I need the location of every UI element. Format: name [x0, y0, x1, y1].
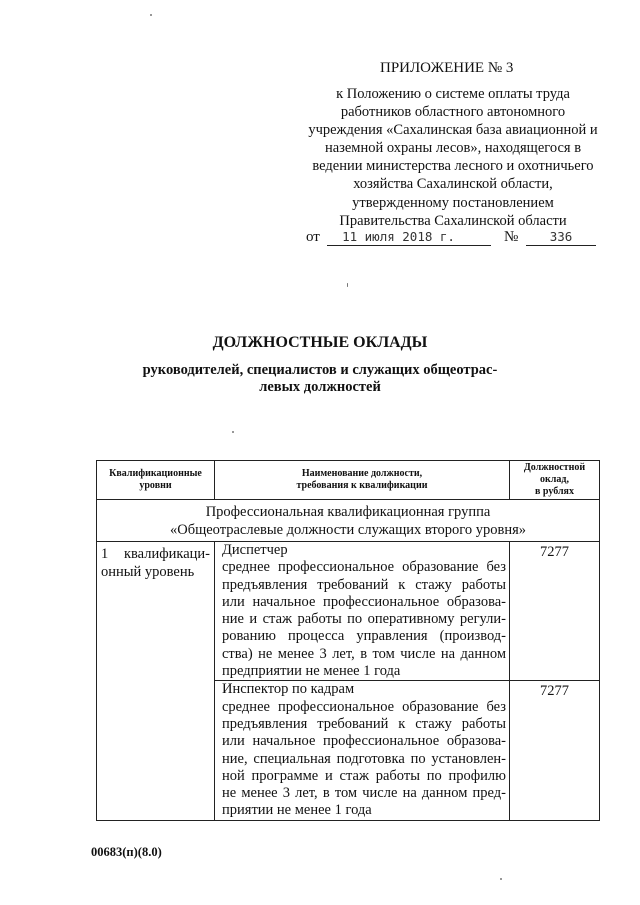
- header-position: Наименование должности, требования к квалификации: [215, 461, 510, 500]
- scan-speck: [150, 14, 152, 16]
- scan-speck: [500, 878, 502, 880]
- appendix-line: учреждения «Сахалинская база авиационной и: [308, 122, 598, 139]
- position-cell-dispatcher: Диспетчер среднее профессиональное образование без предъявления требований к стажу работы или начальное профессиональное образова- ние и стаж работы по оперативному регули- рованию процесса управления (производ- ства) не менее 3 лет, в том числе на данном предприятии не менее 1 года: [215, 542, 510, 681]
- date-label: от: [306, 229, 320, 245]
- position-cell-hr-inspector: Инспектор по кадрам среднее профессиональное образование без предъявления требований к стажу работы или начальное профессиональное образова- ние, специальная подготовка по установлен- ной программе и стаж работы по профилю не менее 3 лет, в том числе на данном пред- приятии не менее 1 года: [215, 681, 510, 820]
- scan-speck: [347, 283, 348, 287]
- date-number-line: [294, 229, 616, 249]
- document-subtitle: [120, 362, 520, 396]
- document-title: ДОЛЖНОСТНЫЕ ОКЛАДЫ: [212, 334, 428, 351]
- position-title: Диспетчер: [222, 542, 288, 558]
- appendix-line: работников областного автономного: [340, 104, 566, 121]
- position-title: Инспектор по кадрам: [222, 681, 355, 698]
- qualification-level: 1 квалификаци-онный уровень: [97, 542, 215, 821]
- scan-speck: [232, 431, 234, 433]
- qualification-group: Профессиональная квалификационная группа «Общеотраслевые должности служащих второго уровня»: [97, 500, 600, 542]
- number-value: 336: [526, 229, 596, 246]
- footer-code: 00683(п)(8.0): [91, 845, 162, 859]
- appendix-line: ведении министерства лесного и охотничьего: [312, 158, 594, 175]
- group-row: [97, 500, 600, 542]
- subtitle-line: руководителей, специалистов и служащих общеотрас-: [142, 362, 498, 378]
- header-level: Квалификационные уровни: [97, 461, 215, 500]
- appendix-line: Правительства Сахалинской области: [339, 212, 567, 229]
- appendix-line: хозяйства Сахалинской области,: [353, 176, 553, 193]
- table-header-row: [97, 461, 600, 500]
- subtitle-line: левых должностей: [259, 379, 381, 395]
- appendix-line: утвержденному постановлением: [352, 194, 554, 211]
- date-value: 11 июля 2018 г.: [327, 229, 491, 246]
- salary-table: [96, 460, 600, 821]
- salary-value: 7277: [510, 681, 600, 820]
- appendix-text: [292, 85, 614, 230]
- number-label: №: [504, 229, 519, 245]
- table-row: [97, 542, 600, 681]
- appendix-title: ПРИЛОЖЕНИЕ № 3: [380, 60, 514, 76]
- appendix-line: к Положению о системе оплаты труда: [336, 86, 570, 102]
- salary-value: 7277: [510, 542, 600, 681]
- header-salary: Должностной оклад, в рублях: [510, 461, 600, 500]
- appendix-line: наземной охраны лесов», находящегося в: [324, 140, 582, 157]
